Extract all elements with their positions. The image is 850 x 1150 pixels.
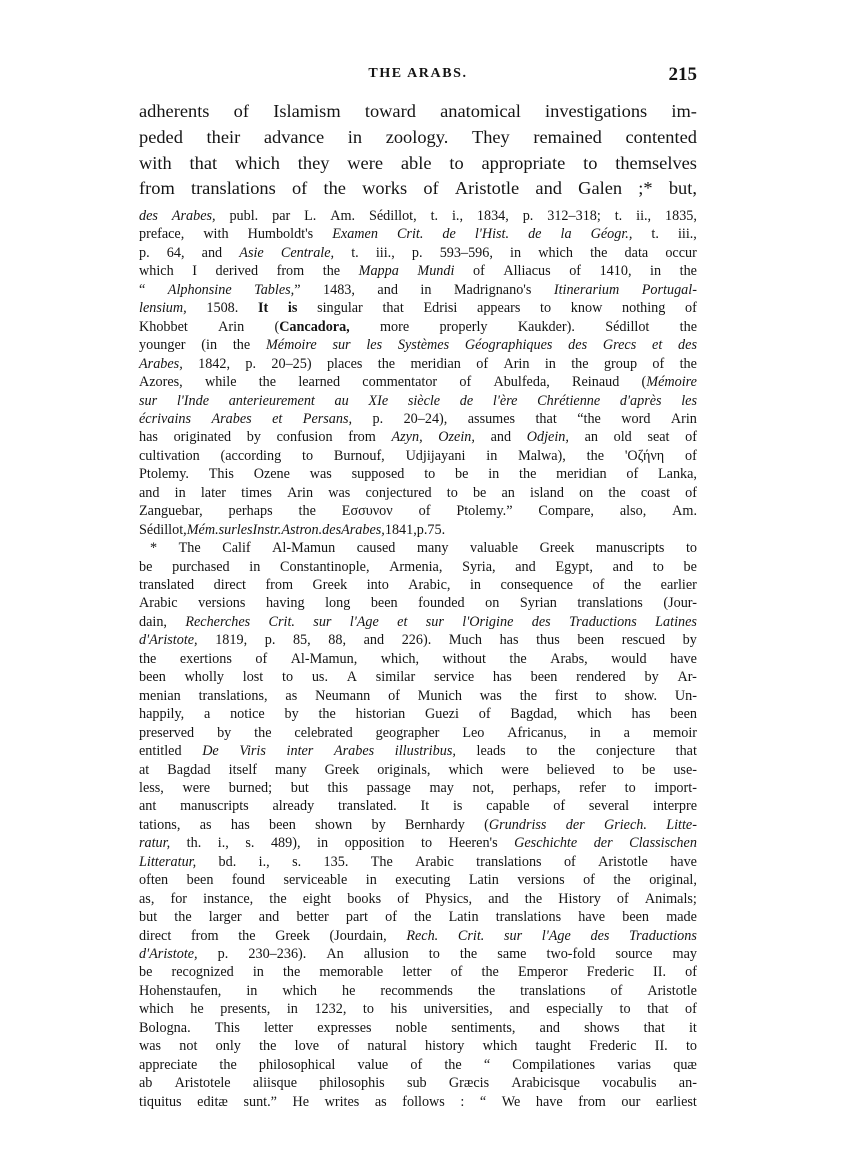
footnote-line: has originated by confusion from Azyn, Ozein, and Odjein, an old seat of [139, 429, 697, 446]
page-header [139, 64, 697, 88]
footnote-line: be recognized in the memorable letter of the Emperor Frederic II. of [139, 964, 697, 981]
footnote-line: Litteratur, bd. i., s. 135. The Arabic translations of Aristotle have [139, 853, 697, 870]
footnote-line: been wholly lost to us. A similar service has been rendered by Ar- [139, 669, 697, 686]
footnote-line: Khobbet Arin (Cancadora, more properly Kaukder). Sédillot the [139, 318, 697, 335]
footnote-line: translated direct from Greek into Arabic, in consequence of the earlier [139, 577, 697, 593]
footnote-line: at Bagdad itself many Greek originals, which were believed to be use- [139, 761, 697, 778]
footnote-line: cultivation (according to Burnouf, Udjijayani in Malwa), the 'Οζήνη of [139, 447, 697, 464]
footnote-line: ratur, th. i., s. 489), in opposition to Heeren's Geschichte der Classischen [139, 835, 697, 852]
footnote-line: Zanguebar, perhaps the Εσσυνον of Ptolemy.” Compare, also, Am. [139, 503, 697, 520]
footnote-line: dain, Recherches Crit. sur l'Age et sur l'Origine des Traductions Latines [139, 613, 697, 630]
footnote-line: * The Calif Al-Mamun caused many valuable Greek manuscripts to [150, 540, 697, 557]
footnote-line: Hohenstaufen, in which he recommends the translations of Aristotle [139, 982, 697, 999]
footnote-line: direct from the Greek (Jourdain, Rech. Crit. sur l'Age des Traductions [139, 927, 697, 944]
footnote-line: des Arabes, publ. par L. Am. Sédillot, t. i., 1834, p. 312–318; t. ii., 1835, [139, 208, 697, 224]
page-number: 215 [668, 64, 697, 85]
footnote-line: Arabes, 1842, p. 20–25) places the meridian of Arin in the group of the [139, 355, 697, 372]
footnote-line: often been found serviceable in executing Latin versions of the original, [139, 872, 697, 889]
footnote-line: d'Aristote, p. 230–236). An allusion to the same two-fold source may [139, 946, 697, 962]
footnote-line: tations, as has been shown by Bernhardy (Grundriss der Griech. Litte- [139, 816, 697, 833]
footnote-line: “ Alphonsine Tables,” 1483, and in Madrignano's Itinerarium Portugal- [139, 281, 697, 298]
footnote-line: d'Aristote, 1819, p. 85, 88, and 226). Much has thus been rescued by [139, 632, 697, 649]
footnote-line: ab Aristotele aliisque philosophis sub Græcis Arabicisque vocabulis an- [139, 1075, 697, 1092]
footnote-line: which he presents, in 1232, to his universities, and especially to that of [139, 1001, 697, 1018]
footnote-line: Ptolemy. This Ozene was supposed to be in the meridian of Lanka, [139, 466, 697, 483]
footnote-line: Arabic versions having long been founded on Syrian translations (Jour- [139, 595, 697, 612]
footnote-line: entitled De Viris inter Arabes illustribus, leads to the conjecture that [139, 743, 697, 760]
footnote-line: Sédillot, Mém. sur les Instr. Astron. des Arabes, 1841, p. 75. [139, 521, 446, 538]
footnote-line: preface, with Humboldt's Examen Crit. de l'Hist. de la Géogr., t. iii., [139, 226, 697, 243]
footnote-line: menian translations, as Neumann of Munich was the first to show. Un- [139, 687, 697, 704]
footnote-line: lensium, 1508. It is singular that Edrisi appears to know nothing of [139, 300, 697, 317]
text-line: adherents of Islamism toward anatomical investigations im- [139, 101, 697, 121]
footnote-line: happily, a notice by the historian Guezi of Bagdad, which has been [139, 706, 697, 723]
footnote-line: be purchased in Constantinople, Armenia, Syria, and Egypt, and to be [139, 558, 697, 575]
footnote-line: but the larger and better part of the Latin translations have been made [139, 909, 697, 926]
footnote-line: which I derived from the Mappa Mundi of Alliacus of 1410, in the [139, 263, 697, 280]
text-line: peded their advance in zoology. They remained contented [139, 126, 697, 147]
footnote-line: the exertions of Al-Mamun, which, without the Arabs, would have [139, 650, 697, 667]
text-line: with that which they were able to appropriate to themselves [139, 152, 697, 173]
footnote-line: Bologna. This letter expresses noble sentiments, and shows that it [139, 1019, 697, 1036]
footnote-line: Azores, while the learned commentator of Abulfeda, Reinaud (Mémoire [139, 374, 697, 391]
footnote-line: ant manuscripts already translated. It is capable of several interpre [139, 798, 697, 815]
footnote-line: tiquitus editæ sunt.” He writes as follows : “ We have from our earliest [139, 1093, 697, 1110]
footnote-line: younger (in the Mémoire sur les Systèmes Géographiques des Grecs et des [139, 337, 697, 354]
footnote-line: appreciate the philosophical value of the “ Compilationes varias quæ [139, 1056, 697, 1073]
footnote-line: as, for instance, the eight books of Physics, and the History of Animals; [139, 890, 697, 907]
text-line: from translations of the works of Aristotle and Galen ;* but, [139, 178, 697, 199]
running-head: THE ARABS. [368, 66, 468, 81]
footnote-line: p. 64, and Asie Centrale, t. iii., p. 593–596, in which the data occur [139, 244, 697, 261]
footnote-line: and in later times Arin was conjectured to be an island on the coast of [139, 484, 697, 501]
footnote-line: preserved by the celebrated geographer Leo Africanus, in a memoir [139, 724, 697, 741]
footnote-line: écrivains Arabes et Persans, p. 20–24), assumes that “the word Arin [139, 410, 697, 427]
footnote-line: less, were burned; but this passage may not, perhaps, refer to import- [139, 779, 697, 796]
footnote-line: sur l'Inde anterieurement au XIe siècle de l'ère Chrétienne d'après les [139, 392, 697, 409]
footnote-line: was not only the love of natural history which taught Frederic II. to [139, 1038, 697, 1055]
